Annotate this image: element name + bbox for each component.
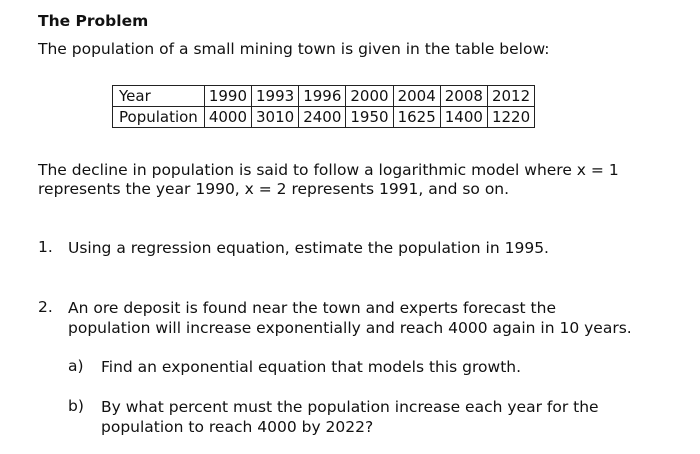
population-table	[112, 85, 535, 128]
question-1-text: Using a regression equation, estimate the population in 1995.	[68, 239, 549, 257]
year-cell: 1993	[252, 86, 299, 107]
question-2b-line: population to reach 4000 by 2022?	[101, 418, 374, 436]
description-line: The decline in population is said to follow a logarithmic model where x = 1	[38, 161, 619, 179]
table-row-population	[113, 107, 535, 128]
question-2-text	[68, 298, 632, 338]
year-cell: 1990	[204, 86, 251, 107]
intro-text: The population of a small mining town is given in the table below:	[38, 40, 550, 58]
population-cell: 1220	[487, 107, 534, 128]
year-cell: 2012	[487, 86, 534, 107]
question-2-number: 2.	[38, 298, 53, 316]
year-cell: 2008	[440, 86, 487, 107]
question-2-line: population will increase exponentially and reach 4000 again in 10 years.	[68, 319, 632, 337]
population-cell: 3010	[252, 107, 299, 128]
population-cell: 4000	[204, 107, 251, 128]
row-label-year: Year	[113, 86, 205, 107]
year-cell: 1996	[299, 86, 346, 107]
question-2b-line: By what percent must the population increase each year for the	[101, 398, 599, 416]
question-2a-number: a)	[68, 357, 84, 375]
question-2b-number: b)	[68, 397, 84, 415]
population-cell: 2400	[299, 107, 346, 128]
question-2-line: An ore deposit is found near the town and experts forecast the	[68, 299, 556, 317]
model-description	[38, 161, 619, 199]
question-2b-text	[101, 397, 599, 437]
year-cell: 2004	[393, 86, 440, 107]
population-cell: 1400	[440, 107, 487, 128]
page-title: The Problem	[38, 12, 149, 30]
row-label-population: Population	[113, 107, 205, 128]
question-2a-text: Find an exponential equation that models this growth.	[101, 358, 522, 376]
population-cell: 1950	[346, 107, 393, 128]
year-cell: 2000	[346, 86, 393, 107]
description-line: represents the year 1990, x = 2 represents 1991, and so on.	[38, 180, 510, 198]
table-row-years	[113, 86, 535, 107]
population-cell: 1625	[393, 107, 440, 128]
question-1-number: 1.	[38, 238, 53, 256]
